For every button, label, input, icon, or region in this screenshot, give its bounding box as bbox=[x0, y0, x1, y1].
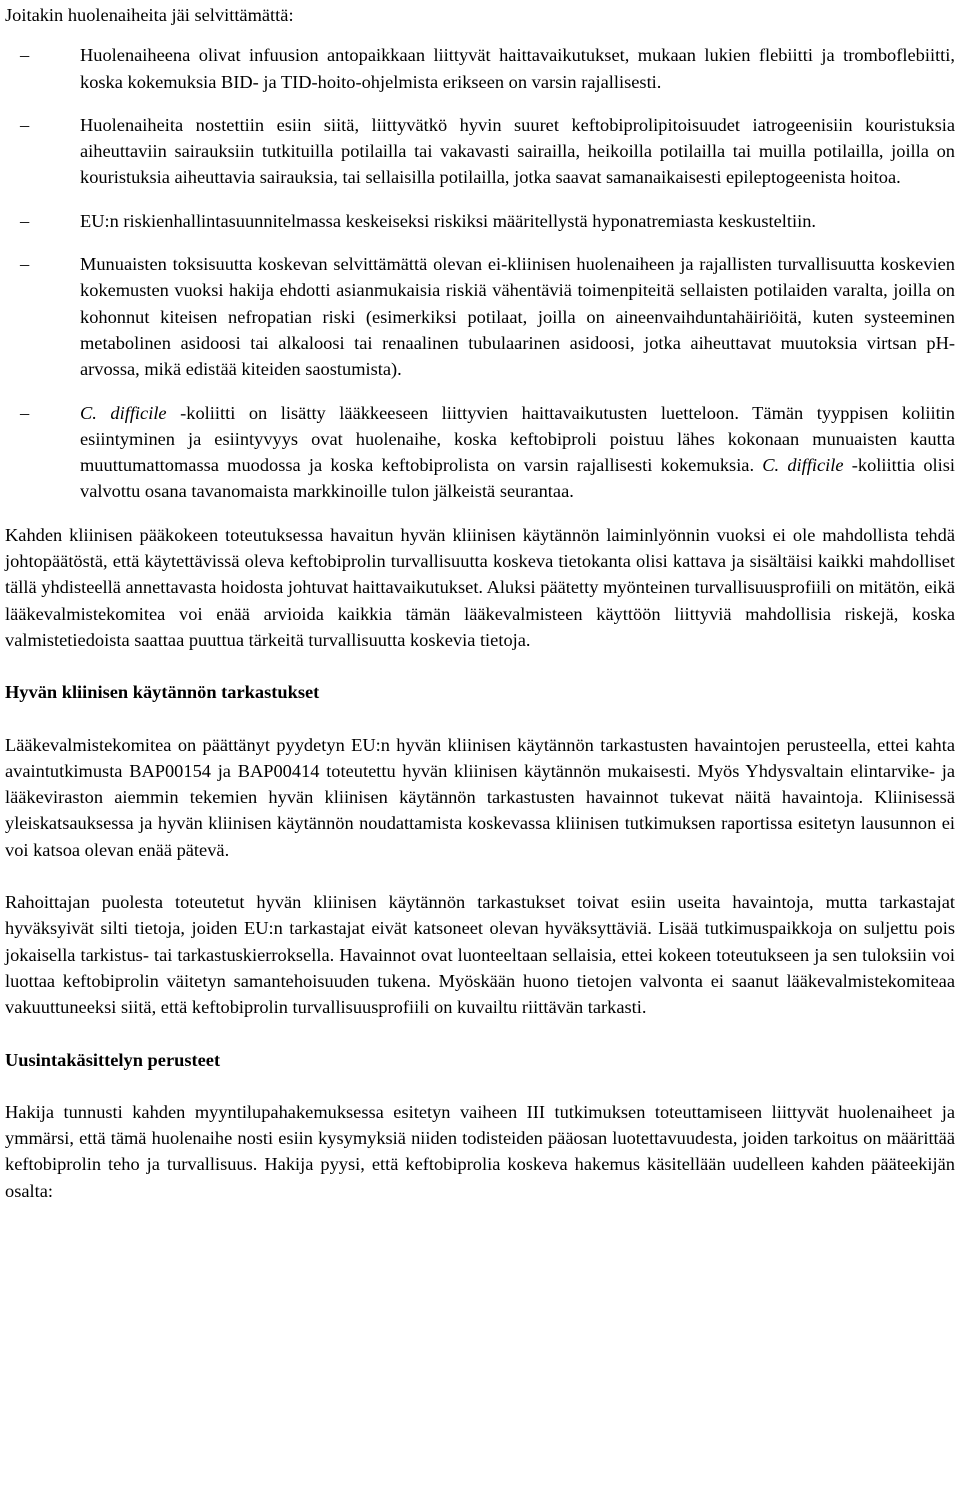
bullet-text: Munuaisten toksisuutta koskevan selvittämättä olevan ei-kliinisen huolenaiheen ja rajallisten turvallisuutta koskevien kokemusten vuoksi hakija ehdotti asianmukaisia riskiä vähentäviä toimenpiteitä sellaisten potilaiden varalta, joilla on kohonnut kiteisen nefropatian riski (esimerkiksi potilaat, joilla on aineenvaihduntahäiriöitä, kuten systeeminen metabolinen asidoosi tai alkaloosi tai renaalinen tubulaarinen asidoosi, jotka aiheuttavat muutoksia virtsan pH-arvossa, mikä edistää kiteiden saostumista). bbox=[80, 254, 955, 380]
body-paragraph: Hakija tunnusti kahden myyntilupahakemuksessa esitetyn vaiheen III tutkimuksen toteuttamiseen liittyvät huolenaiheet ja ymmärsi, että tämä huolenaihe nosti esiin kysymyksiä niiden todisteiden pääosan luotettavuudesta, joiden tarkoitus on määrittää keftobiprolin teho ja turvallisuus. Hakija pyysi, että keftobiprolia koskeva hakemus käsitellään uudelleen kahden pääteekijän osalta: bbox=[5, 1101, 955, 1201]
species-name: C. difficile bbox=[80, 402, 167, 423]
bullet-item bbox=[5, 208, 955, 234]
bullet-text-part: -koliitti on lisätty lääkkeeseen liittyvien haittavaikutusten luetteloon. Tämän tyyppisen koliitin esiintyminen ja esiintyvyys ovat huolenaihe, koska keftobiproli poistuu lähes kokonaan munuaisten kautta muuttumattomassa muodossa ja koska keftobiprolista on varsin rajallisesti kokemuksia. bbox=[80, 402, 955, 476]
body-paragraph: Lääkevalmistekomitea on päättänyt pyydetyn EU:n hyvän kliinisen käytännön tarkastusten havaintojen perusteella, ettei kahta avaintutkimusta BAP00154 ja BAP00414 toteutettu hyvän kliinisen käytännön mukaisesti. Myös Yhdysvaltain elintarvike- ja lääkeviraston aiemmin tekemien hyvän kliinisen käytännön tarkastusten havainnot tukevat näitä havaintoja. Kliinisessä yleiskatsauksessa ja hyvän kliinisen käytännön noudattamista koskevassa kliinisen tutkimuksen raportissa esitetyn lausunnon ei voi katsoa olevan enää pätevä. bbox=[5, 734, 955, 860]
bullet-text bbox=[80, 403, 955, 502]
bullet-item bbox=[5, 42, 955, 95]
dash-marker: – bbox=[20, 402, 30, 423]
bullet-item bbox=[5, 251, 955, 382]
bullet-text: EU:n riskienhallintasuunnitelmassa keskeiseksi riskiksi määritellystä hyponatremiasta keskusteltiin. bbox=[80, 210, 816, 231]
bullet-item bbox=[5, 400, 955, 505]
species-name: C. difficile bbox=[762, 455, 844, 476]
bullet-item bbox=[5, 112, 955, 191]
dash-marker: – bbox=[20, 254, 30, 275]
intro-text: Joitakin huolenaiheita jäi selvittämättä: bbox=[5, 5, 294, 25]
section-heading: Uusintakäsittelyn perusteet bbox=[5, 1049, 221, 1070]
dash-marker: – bbox=[20, 45, 30, 66]
bullet-text: Huolenaiheita nostettiin esiin siitä, liittyvätkö hyvin suuret keftobiprolipitoisuudet iatrogeenisiin kouristuksia aiheuttaviin sairauksiin tutkituilla potilailla tai vakavasti sairailla, heikoilla potilailla tai muilla potilailla, joilla on kouristuksia aiheuttavia sairauksia, tai sellaisilla potilailla, jotka saavat samanaikaisesti epileptogeenista hoitoa. bbox=[80, 114, 955, 188]
bullet-text-part: -koliittia olisi valvottu osana tavanomaista markkinoille tulon jälkeistä seurantaa. bbox=[80, 455, 955, 502]
bullet-text: Huolenaiheena olivat infuusion antopaikkaan liittyvät haittavaikutukset, mukaan lukien flebiitti ja tromboflebiitti, koska kokemuksia BID- ja TID-hoito-ohjelmista erikseen on varsin rajallisesti. bbox=[80, 45, 955, 92]
body-paragraph: Rahoittajan puolesta toteutetut hyvän kliinisen käytännön tarkastukset toivat esiin useita havaintoja, mutta tarkastajat hyväksyivät silti tietoja, joiden EU:n tarkastajat eivät katsoneet olevan hyväksyttäviä. Lisää tutkimuspaikkoja on suljettu pois jokaisella tarkistus- tai tarkastuskierroksella. Havainnot ovat luonteeltaan sellaisia, ettei kokeen toteutukseen ja sen tuloksiin voi luottaa keftobiprolin väitetyn samantehoisuuden tukena. Myöskään huono tietojen valvonta ei saanut lääkevalmistekomiteaa vakuuttuneeksi siitä, että keftobiprolin turvallisuusprofiili on kuvailtu riittävän tarkasti. bbox=[5, 892, 955, 1018]
body-paragraph: Kahden kliinisen pääkokeen toteutuksessa havaitun hyvän kliinisen käytännön laiminlyönnin vuoksi ei ole mahdollista tehdä johtopäätöstä, että käytettävissä oleva keftobiprolin turvallisuutta koskeva tietokanta olisi kattava ja sisältäisi kaikki mahdolliset tällä yhdisteellä annettavasta hoidosta johtuvat haittavaikutukset. Aluksi päätetty myönteinen turvallisuusprofiili on mitätön, eikä lääkevalmistekomitea voi enää arvioida kaikkia tämän lääkevalmisteen käyttöön liittyviä mahdollisia riskejä, koska valmistetiedoista saattaa puuttua tärkeitä turvallisuutta koskevia tietoja. bbox=[5, 524, 955, 650]
dash-marker: – bbox=[20, 114, 30, 135]
section-heading: Hyvän kliinisen käytännön tarkastukset bbox=[5, 682, 320, 703]
dash-marker: – bbox=[20, 210, 30, 231]
